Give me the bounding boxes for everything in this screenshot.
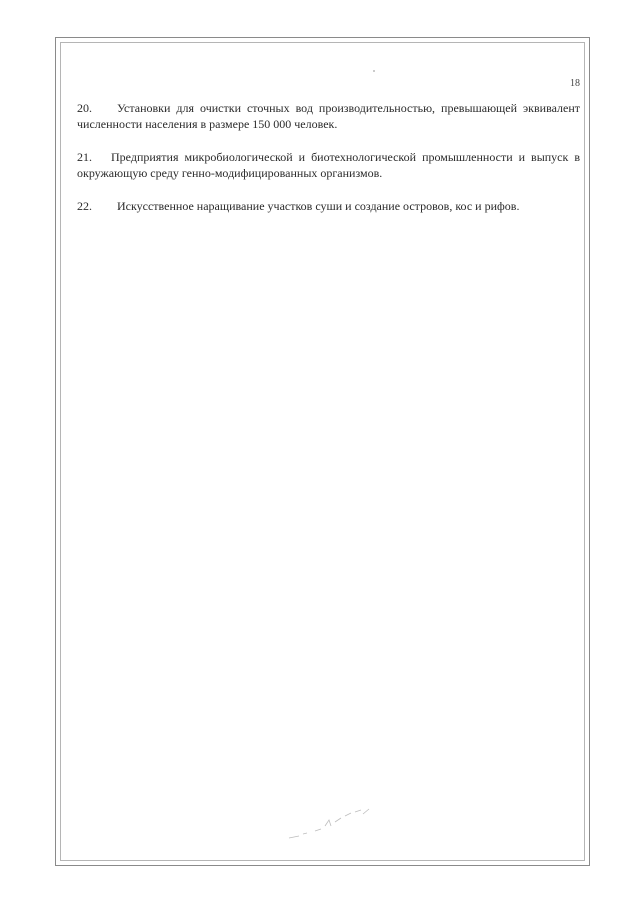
item-text: Предприятия микробиологической и биотехнологической промышленности и выпуск в окружающую среду генно-модифицированных организмов.: [77, 150, 580, 180]
list-item-22: [77, 198, 580, 214]
list-item-21: [77, 149, 580, 181]
item-number: 20.: [77, 101, 92, 115]
scan-speck: [373, 70, 375, 72]
document-body: [77, 100, 580, 231]
item-number: 22.: [77, 199, 92, 213]
item-text: Установки для очистки сточных вод производительностью, превышающей эквивалент численности населения в размере 150 000 человек.: [77, 101, 580, 131]
item-text: Искусственное наращивание участков суши и создание островов, кос и рифов.: [117, 199, 520, 213]
handwritten-mark: [285, 800, 375, 845]
list-item-20: [77, 100, 580, 132]
page-number: 18: [570, 78, 580, 89]
item-number: 21.: [77, 150, 92, 164]
